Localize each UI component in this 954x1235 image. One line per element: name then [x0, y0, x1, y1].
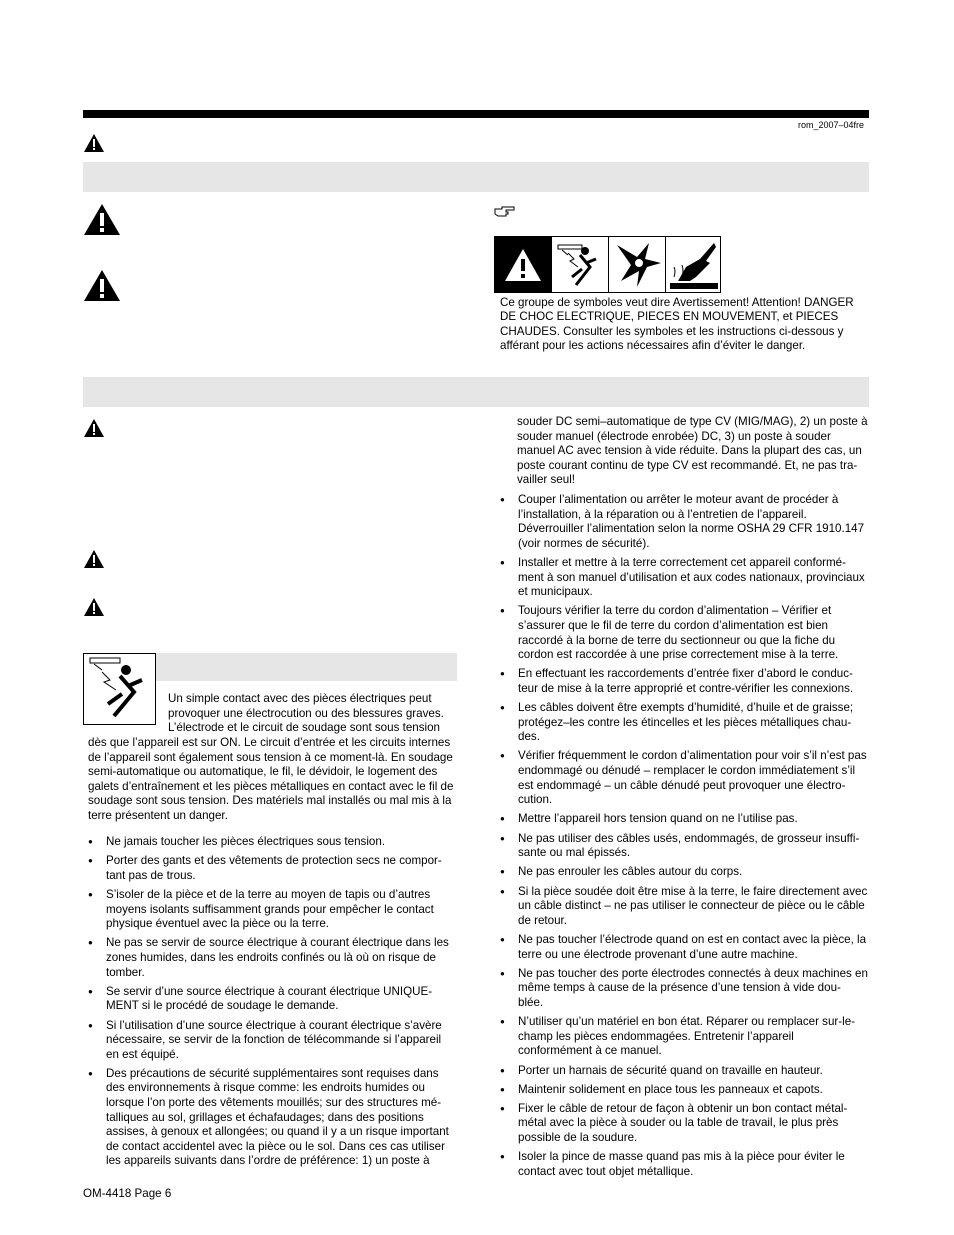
warning-triangle-icon [83, 418, 105, 438]
list-item: ● Isoler la pince de masse quand pas mis à la pièce pour éviter le contact avec tout objet métallique. [500, 1150, 869, 1179]
list-item: ● Ne pas toucher des porte électrodes connectés à deux machines en même temps à cause de la présence d’une tension à vide dou- blée. [500, 967, 869, 1011]
electric-shock-intro-top: Un simple contact avec des pièces électriques peut provoquer une électrocution ou des blessures graves. L’électrode et le circuit de soudage sont sous tension [168, 692, 444, 735]
list-item: ● S’isoler de la pièce et de la terre au moyen de tapis ou d’autres moyens isolants suffisamment grands pour empêcher le contact physique éventuel avec la pièce ou la terre. [88, 888, 456, 932]
list-item: ● Toujours vérifier la terre du cordon d’alimentation – Vérifier et s’assurer que le fil de terre du cordon d’alimentation est bien raccordé à la borne de terre du sectionneur ou que la fiche du cordon est raccordée à une prise correctement mise à la terre. [500, 604, 869, 662]
electric-shock-right-list [500, 493, 869, 1184]
electric-shock-heading-band [156, 653, 457, 681]
list-item: ● Ne pas utiliser des câbles usés, endommagés, de grosseur insuffi- sante ou mal épissés. [500, 832, 869, 861]
electric-shock-hazard-box [83, 653, 156, 725]
warning-triangle-icon [83, 133, 105, 153]
hot-parts-symbol-cell [666, 237, 723, 292]
section-band-hazards [83, 377, 869, 407]
list-item: ● Ne pas se servir de source électrique à courant électrique dans les zones humides, dans les endroits confinés ou là où on risque de tomber. [88, 936, 456, 980]
list-continuation: souder DC semi–automatique de type CV (MIG/MAG), 2) un poste à souder manuel (électrode enrobée) DC, 3) un poste à souder manuel AC avec tension à vide réduite. Dans la plupart des cas, un poste courant continu de type CV est recommandé. Et, ne pas tra- vailler seul! [517, 415, 868, 487]
list-item: ● Ne pas enrouler les câbles autour du corps. [500, 865, 869, 880]
section-band-symbols [83, 162, 869, 192]
electric-shock-icon [552, 237, 609, 292]
pointing-hand-icon [494, 205, 516, 219]
moving-parts-symbol-cell [609, 237, 666, 292]
list-item: ● Les câbles doivent être exempts d’humidité, d’huile et de graisse; protégez–les contre les étincelles et les pièces métalliques chau- des. [500, 701, 869, 745]
list-item: ● Fixer le câble de retour de façon à obtenir un bon contact métal- métal avec la pièce à souder ou la table de travail, le plus près possible de la soudure. [500, 1102, 869, 1146]
list-item: ● Porter un harnais de sécurité quand on travaille en hauteur. [500, 1064, 869, 1079]
warning-triangle-icon [83, 549, 105, 569]
list-item: ● N’utiliser qu’un matériel en bon état. Réparer ou remplacer sur-le-champ les pièces endommagées. Entretenir l’appareil conformément à ce manuel. [500, 1015, 869, 1059]
list-item: ● Mettre l’appareil hors tension quand on ne l’utilise pas. [500, 812, 869, 827]
electric-shock-icon [84, 654, 155, 724]
warning-symbol-cell [495, 237, 552, 292]
header-rule [83, 110, 869, 118]
electric-shock-intro-bottom: dès que l’appareil est sur ON. Le circuit d’entrée et les circuits internes de l’appareil sont également sous tension à ce moment-là. En soudage semi-automatique ou automatique, le fil, le dévidoir, le logement des galets d’entraînement et les pièces métalliques en contact avec le fil de soudage sont sous tension. Des matériels mal installés ou mal mis à la terre présentent un danger. [88, 736, 454, 822]
warning-triangle-large-icon [83, 269, 121, 302]
list-item: ● Ne jamais toucher les pièces électriques sous tension. [88, 835, 456, 850]
warning-symbol-icon [495, 237, 552, 292]
list-item: ● Couper l’alimentation ou arrêter le moteur avant de procéder à l’installation, à la réparation ou à l’entretien de l’appareil. Déverrouiller l’alimentation selon la norme OSHA 29 CFR 1910.147 (voir normes de sécurité). [500, 493, 869, 551]
list-item: ● Si la pièce soudée doit être mise à la terre, le faire directement avec un câble distinct – ne pas utiliser le connecteur de pièce ou le câble de retour. [500, 885, 869, 929]
symbol-group-caption: Ce groupe de symboles veut dire Avertissement! Attention! DANGER DE CHOC ELECTRIQUE, PIECES EN MOUVEMENT, et PIECES CHAUDES. Consulter les symboles et les instructions ci-dessous y afférant pour les actions nécessaires afin d’éviter le danger. [500, 296, 854, 352]
electric-shock-symbol-cell [552, 237, 609, 292]
document-reference: rom_2007–04fre [797, 120, 864, 130]
list-item: ● Des précautions de sécurité supplémentaires sont requises dans des environnements à risque comme: les endroits humides ou lorsque l’on porte des vêtements mouillés; sur des structures mé- talliques au sol, grillages et échafaudages; dans des positions assises, à genoux et allongées; ou quand il y a un risque important de contact accidentel avec la pièce ou le sol. Dans ces cas utiliser les appareils suivants dans l’ordre de préférence: 1) un poste à [88, 1067, 456, 1169]
list-item: ● Se servir d’une source électrique à courant électrique UNIQUE- MENT si le procédé de soudage le demande. [88, 985, 456, 1014]
moving-parts-icon [609, 237, 666, 292]
list-item: ● Si l’utilisation d’une source électrique à courant électrique s’avère nécessaire, se servir de la fonction de télécommande si l’appareil en est équipé. [88, 1019, 456, 1063]
list-item: ● En effectuant les raccordements d’entrée fixer d’abord le conduc- teur de mise à la terre approprié et contre-vérifier les connexions. [500, 667, 869, 696]
hot-parts-icon [666, 237, 723, 292]
hazard-symbol-group [494, 236, 721, 293]
page-footer: OM-4418 Page 6 [83, 1187, 172, 1200]
list-item: ● Ne pas toucher l’électrode quand on est en contact avec la pièce, la terre ou une électrode provenant d’une autre machine. [500, 933, 869, 962]
list-item: ● Porter des gants et des vêtements de protection secs ne compor- tant pas de trous. [88, 854, 456, 883]
list-item: ● Maintenir solidement en place tous les panneaux et capots. [500, 1083, 869, 1098]
warning-triangle-icon [83, 597, 105, 617]
danger-triangle-icon [83, 203, 121, 236]
list-item: ● Installer et mettre à la terre correctement cet appareil conformé- ment à son manuel d’utilisation et aux codes nationaux, provinciaux et municipaux. [500, 556, 869, 600]
electric-shock-left-list [88, 835, 456, 1174]
list-item: ● Vérifier fréquemment le cordon d’alimentation pour voir s’il n’est pas endommagé ou dénudé – remplacer le cordon immédiatement s’il est endommagé – un câble dénudé peut provoquer une électro- cution. [500, 749, 869, 807]
